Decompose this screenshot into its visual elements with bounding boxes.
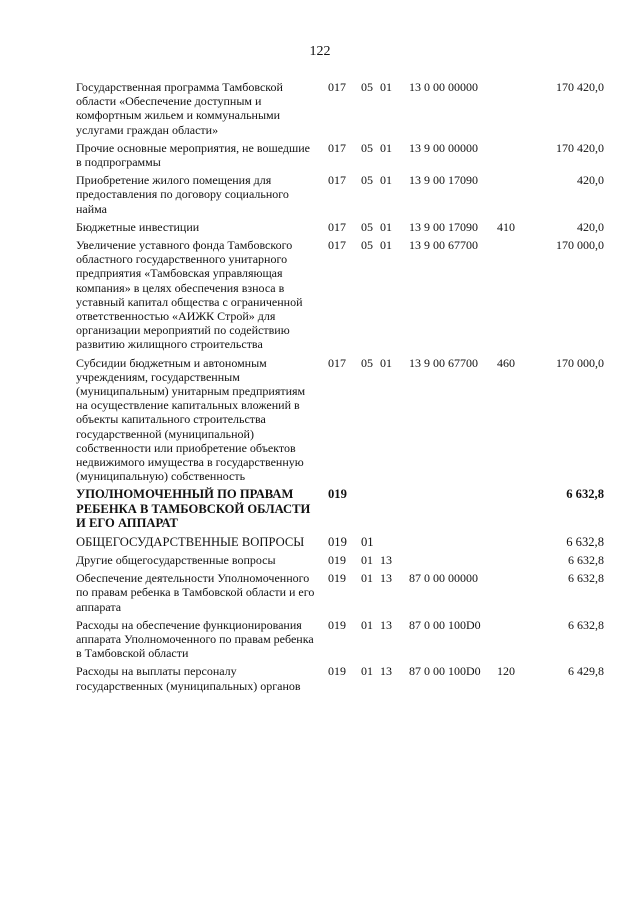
ministry-code: 017 bbox=[328, 173, 346, 188]
expense-type-code: 410 bbox=[497, 219, 515, 234]
target-article-code: 13 9 00 17090 bbox=[409, 219, 478, 234]
ministry-code: 019 bbox=[328, 571, 346, 586]
subsection-code: 13 bbox=[380, 617, 392, 632]
ministry-code: 019 bbox=[328, 534, 347, 549]
section-code: 05 bbox=[361, 80, 373, 94]
expense-name: Прочие основные мероприятия, не вошедшие в подпрограммы bbox=[76, 140, 310, 170]
table-row bbox=[0, 618, 640, 661]
section-code: 05 bbox=[361, 173, 373, 188]
table-row bbox=[0, 173, 640, 216]
subsection-code: 01 bbox=[380, 219, 392, 234]
target-article-code: 13 9 00 17090 bbox=[409, 173, 478, 188]
ministry-code: 017 bbox=[328, 219, 346, 234]
expense-name: УПОЛНОМОЧЕННЫЙ ПО ПРАВАМ РЕБЕНКА В ТАМБОВСКОЙ ОБЛАСТИ И ЕГО АППАРАТ bbox=[76, 487, 311, 531]
amount: 420,0 bbox=[577, 219, 604, 234]
expense-name: Государственная программа Тамбовской области «Обеспечение доступным и комфортным жильем и коммунальными услугами граждан области» bbox=[76, 80, 283, 137]
expense-type-code: 120 bbox=[497, 664, 515, 679]
expense-name: Приобретение жилого помещения для предоставления по договору социального найма bbox=[76, 173, 289, 216]
table-row bbox=[0, 80, 640, 137]
ministry-code: 017 bbox=[328, 355, 346, 370]
table-row bbox=[0, 535, 640, 549]
target-article-code: 13 9 00 67700 bbox=[409, 355, 478, 370]
table-row bbox=[0, 220, 640, 234]
subsection-code: 01 bbox=[380, 140, 392, 155]
target-article-code: 87 0 00 100D0 bbox=[409, 664, 481, 679]
subsection-code: 13 bbox=[380, 571, 392, 586]
expense-type-code: 460 bbox=[497, 355, 515, 370]
table-row bbox=[0, 553, 640, 567]
section-code: 01 bbox=[361, 617, 373, 632]
amount: 6 632,8 bbox=[566, 487, 604, 502]
budget-table bbox=[0, 80, 640, 697]
target-article-code: 13 0 00 00000 bbox=[409, 80, 478, 94]
ministry-code: 017 bbox=[328, 80, 346, 94]
target-article-code: 87 0 00 00000 bbox=[409, 571, 478, 586]
section-code: 05 bbox=[361, 219, 373, 234]
expense-name: Субсидии бюджетным и автономным учреждениям, государственным (муниципальным) унитарным предприятиям на осуществление капитальных вложений в объекты капитального строительства государственной (муниципальной) собственности или приобретение объектов недвижимого имущества в государственную (муниципальную) собственность bbox=[76, 355, 306, 484]
table-row bbox=[0, 664, 640, 692]
target-article-code: 13 9 00 00000 bbox=[409, 140, 478, 155]
expense-name: Расходы на обеспечение функционирования аппарата Уполномоченного по правам ребенка в Тамбовской области bbox=[76, 617, 314, 661]
ministry-code: 019 bbox=[328, 552, 346, 567]
table-row bbox=[0, 238, 640, 352]
subsection-code: 13 bbox=[380, 664, 392, 679]
amount: 420,0 bbox=[577, 173, 604, 188]
amount: 6 632,8 bbox=[566, 534, 604, 549]
amount: 6 632,8 bbox=[568, 617, 604, 632]
expense-name: Увеличение уставного фонда Тамбовского областного государственного унитарного предприятия «Тамбовская управляющая компания» в целях обеспечения взноса в уставный капитал общества с ограниченной ответственностью «АИЖК Строй» для организации мероприятий по содействию развитию жилищного строительства bbox=[76, 238, 303, 352]
expense-name: ОБЩЕГОСУДАРСТВЕННЫЕ ВОПРОСЫ bbox=[76, 534, 305, 549]
amount: 170 000,0 bbox=[556, 238, 604, 253]
expense-name: Обеспечение деятельности Уполномоченного по правам ребенка в Тамбовской области и его аппарата bbox=[76, 571, 315, 614]
table-row bbox=[0, 487, 640, 530]
subsection-code: 01 bbox=[380, 80, 392, 94]
section-code: 05 bbox=[361, 238, 373, 253]
target-article-code: 87 0 00 100D0 bbox=[409, 617, 481, 632]
subsection-code: 01 bbox=[380, 173, 392, 188]
table-row bbox=[0, 141, 640, 169]
amount: 170 420,0 bbox=[556, 140, 604, 155]
amount: 6 632,8 bbox=[568, 571, 604, 586]
expense-name: Расходы на выплаты персоналу государственных (муниципальных) органов bbox=[76, 664, 301, 693]
ministry-code: 017 bbox=[328, 140, 346, 155]
table-row bbox=[0, 356, 640, 484]
section-code: 05 bbox=[361, 355, 373, 370]
expense-name: Бюджетные инвестиции bbox=[76, 219, 200, 234]
ministry-code: 019 bbox=[328, 487, 347, 502]
ministry-code: 017 bbox=[328, 238, 346, 253]
subsection-code: 13 bbox=[380, 552, 392, 567]
section-code: 01 bbox=[361, 552, 373, 567]
table-row bbox=[0, 571, 640, 614]
subsection-code: 01 bbox=[380, 238, 392, 253]
target-article-code: 13 9 00 67700 bbox=[409, 238, 478, 253]
ministry-code: 019 bbox=[328, 617, 346, 632]
amount: 170 420,0 bbox=[556, 80, 604, 94]
amount: 6 429,8 bbox=[568, 664, 604, 679]
section-code: 01 bbox=[361, 571, 373, 586]
subsection-code: 01 bbox=[380, 355, 392, 370]
expense-name: Другие общегосударственные вопросы bbox=[76, 552, 276, 567]
page-number: 122 bbox=[309, 44, 331, 59]
section-code: 05 bbox=[361, 140, 373, 155]
section-code: 01 bbox=[361, 534, 374, 549]
section-code: 01 bbox=[361, 664, 373, 679]
amount: 6 632,8 bbox=[568, 552, 604, 567]
ministry-code: 019 bbox=[328, 664, 346, 679]
amount: 170 000,0 bbox=[556, 355, 604, 370]
